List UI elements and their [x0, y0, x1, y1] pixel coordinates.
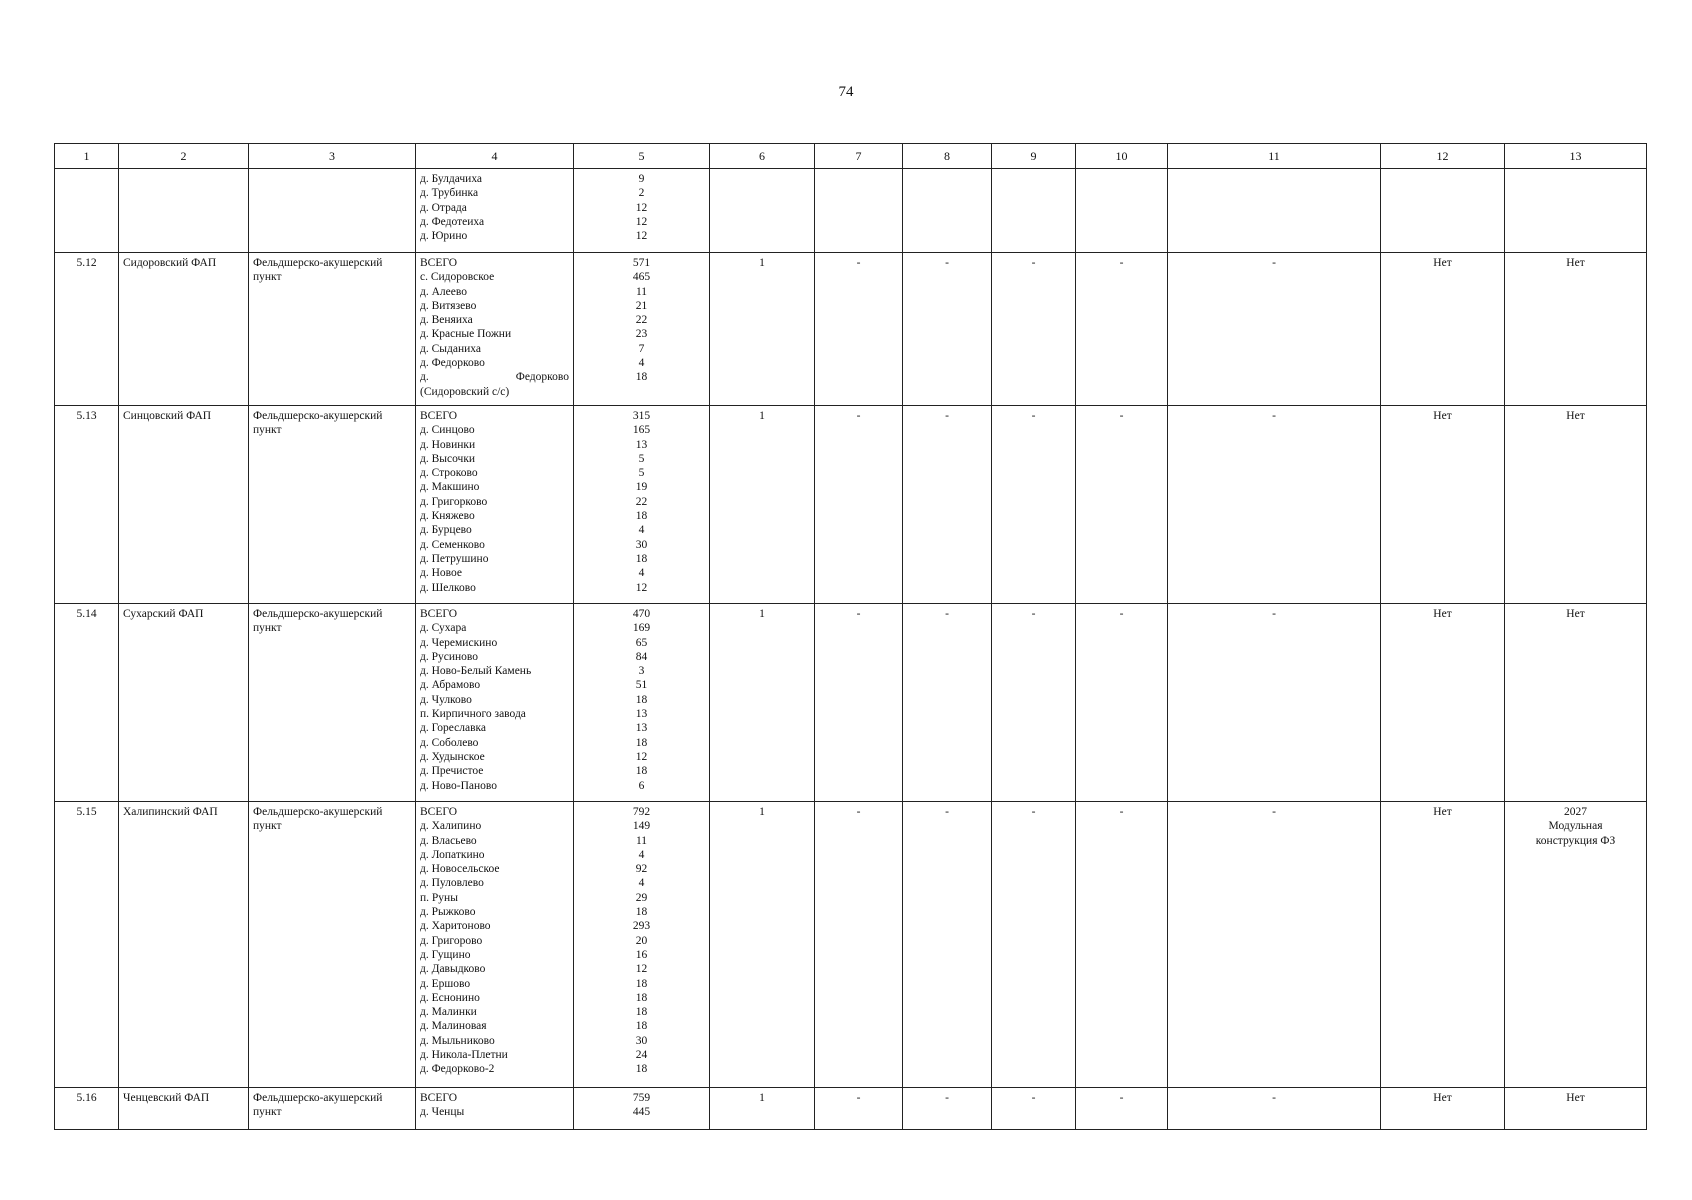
settlement-prefix: д.: [420, 371, 429, 384]
settlement-population: 2: [638, 187, 645, 200]
settlement-name: д. Красные Пожни: [420, 328, 512, 341]
settlement-name: с. Сидоровское: [420, 271, 495, 284]
column-6-cell: [710, 604, 815, 802]
column-12-cell: [1381, 169, 1505, 253]
settlement-name: ВСЕГО: [420, 1092, 458, 1104]
settlement-population: 3: [638, 665, 645, 678]
settlement-name: п. Руны: [420, 891, 458, 904]
settlement-population: 18: [635, 906, 648, 919]
settlement-population: 169: [632, 622, 651, 635]
settlement-name: д. Харитоново: [420, 920, 491, 933]
settlement-population: 13: [635, 438, 648, 451]
settlement-population: 12: [635, 230, 648, 243]
column-13-cell: [1505, 169, 1647, 253]
settlement-name: д. Ченцы: [420, 1106, 465, 1119]
facility-type: Фельдшерско-акушерский пункт: [253, 257, 383, 284]
column-12-cell: [1381, 1088, 1505, 1130]
settlement-name: д. Витязево: [420, 299, 477, 312]
settlement-population: 84: [635, 650, 648, 663]
settlement-population: 4: [638, 877, 645, 890]
settlement-name: д. Григорово: [420, 934, 483, 947]
settlement-name: д. Новинки: [420, 438, 476, 451]
settlement-name: д. Княжево: [420, 510, 475, 523]
facility-type: Фельдшерско-акушерский пункт: [253, 608, 383, 635]
column-8-value: -: [945, 1092, 949, 1104]
column-11-value: -: [1272, 410, 1276, 422]
column-6-cell: [710, 802, 815, 1088]
column-8-cell: [903, 1088, 992, 1130]
facility-name: Халипинский ФАП: [123, 806, 218, 818]
row-number: 5.16: [76, 1092, 97, 1104]
settlement-name: д. Семенково: [420, 538, 485, 551]
settlement-population: 445: [632, 1106, 651, 1119]
row-number-cell: [55, 604, 119, 802]
column-header-4: 4: [416, 144, 574, 169]
facility-type-cell: [249, 253, 416, 406]
settlement-population: 149: [632, 820, 651, 833]
column-6-value: 1: [759, 1092, 765, 1104]
settlement-name: д. Гущино: [420, 948, 471, 961]
facility-name-cell: [119, 1088, 249, 1130]
settlement-population: 12: [635, 201, 648, 214]
settlement-name-part: (Сидоровский с/с): [420, 385, 510, 398]
column-13-cell: [1505, 802, 1647, 1088]
settlement-name: д. Гореславка: [420, 722, 487, 735]
column-header-7: 7: [815, 144, 903, 169]
column-header-1: 1: [55, 144, 119, 169]
column-10-cell: [1076, 169, 1168, 253]
column-number-row: [55, 144, 1647, 169]
column-8-value: -: [945, 806, 949, 818]
settlement-population: 18: [635, 1006, 648, 1019]
column-9-value: -: [1031, 608, 1036, 620]
settlement-population: 24: [635, 1049, 648, 1062]
settlement-name: д. Федорково: [420, 357, 485, 370]
settlement-population: 18: [635, 371, 648, 384]
settlement-population: 20: [635, 934, 648, 947]
column-10-value: -: [1119, 608, 1124, 620]
settlement-name: д. Новое: [420, 567, 463, 580]
settlement-name-split: [420, 370, 569, 384]
column-8-value: -: [945, 608, 949, 620]
settlement-name: д. Чулково: [420, 693, 472, 706]
settlement-name: д. Ново-Белый Камень: [420, 665, 532, 678]
settlement-name: д. Рыжково: [420, 906, 476, 919]
population-cell: [574, 604, 710, 802]
column-12-value: Нет: [1433, 608, 1452, 620]
facility-type-cell: [249, 1088, 416, 1130]
column-9-cell: [992, 169, 1076, 253]
settlement-population: 12: [635, 215, 648, 228]
settlement-population: 465: [632, 271, 651, 284]
column-6-value: 1: [759, 806, 765, 818]
facility-type-cell: [249, 604, 416, 802]
column-13-cell: [1505, 1088, 1647, 1130]
settlement-population: 12: [635, 581, 648, 594]
facility-name: Сидоровский ФАП: [123, 257, 217, 269]
column-11-value: -: [1272, 608, 1276, 620]
row-number: 5.13: [76, 410, 97, 422]
settlement-population: 92: [635, 863, 648, 876]
row-number-cell: [55, 253, 119, 406]
column-header-3: 3: [249, 144, 416, 169]
settlement-population: 12: [635, 963, 648, 976]
settlement-name: д. Давыдково: [420, 963, 486, 976]
population-cell: [574, 802, 710, 1088]
settlement-name: д. Никола-Плетни: [420, 1049, 508, 1062]
settlement-population: 18: [635, 510, 648, 523]
column-9-cell: [992, 1088, 1076, 1130]
column-11-cell: [1168, 169, 1381, 253]
settlement-population: 19: [635, 481, 648, 494]
settlement-name: д. Малиновая: [420, 1020, 487, 1033]
column-header-10: 10: [1076, 144, 1168, 169]
column-6-value: 1: [759, 257, 765, 269]
column-7-cell: [815, 802, 903, 1088]
settlement-population: 18: [635, 765, 648, 778]
column-12-cell: [1381, 604, 1505, 802]
column-7-cell: [815, 169, 903, 253]
settlement-name: д. Русиново: [420, 650, 479, 663]
population-cell: [574, 169, 710, 253]
column-6-cell: [710, 406, 815, 604]
settlements-cell: [416, 169, 574, 253]
column-7-cell: [815, 604, 903, 802]
column-6-value: 1: [759, 608, 765, 620]
settlement-population: 13: [635, 722, 648, 735]
settlement-name: д. Петрушино: [420, 552, 489, 565]
settlement-population: 18: [635, 693, 648, 706]
settlement-population: 4: [638, 567, 645, 580]
settlement-name: д. Малинки: [420, 1006, 477, 1019]
settlement-population: 18: [635, 552, 648, 565]
column-8-value: -: [945, 410, 949, 422]
column-13-cell: [1505, 604, 1647, 802]
column-7-value: -: [856, 608, 861, 620]
column-6-cell: [710, 169, 815, 253]
settlement-population: 18: [635, 977, 648, 990]
settlement-population: 11: [635, 834, 648, 847]
row-number-cell: [55, 406, 119, 604]
column-6-cell: [710, 1088, 815, 1130]
column-7-value: -: [856, 410, 861, 422]
settlement-name: ВСЕГО: [420, 257, 458, 269]
column-10-value: -: [1119, 257, 1124, 269]
facility-name-cell: [119, 169, 249, 253]
column-header-6: 6: [710, 144, 815, 169]
column-13-value-line: Модульная: [1548, 820, 1603, 833]
settlements-cell: [416, 253, 574, 406]
column-9-cell: [992, 406, 1076, 604]
column-9-cell: [992, 604, 1076, 802]
settlement-population: 18: [635, 1063, 648, 1076]
column-8-cell: [903, 802, 992, 1088]
column-11-value: -: [1272, 806, 1276, 818]
column-12-value: Нет: [1433, 257, 1452, 269]
facility-type-cell: [249, 406, 416, 604]
settlement-name: д. Лопаткино: [420, 848, 485, 861]
settlement-population: 21: [635, 299, 648, 312]
column-9-value: -: [1031, 410, 1036, 422]
settlement-name: д. Бурцево: [420, 524, 472, 537]
column-13-value-line: 2027: [1564, 806, 1587, 818]
column-header-8: 8: [903, 144, 992, 169]
table-row: [55, 169, 1647, 253]
column-11-value: -: [1272, 257, 1276, 269]
settlement-name: д. Шелково: [420, 581, 476, 594]
settlement-name: д. Макшино: [420, 481, 480, 494]
row-number-cell: [55, 1088, 119, 1130]
column-12-cell: [1381, 406, 1505, 604]
settlement-name: ВСЕГО: [420, 608, 458, 620]
column-12-cell: [1381, 253, 1505, 406]
column-9-value: -: [1031, 1092, 1036, 1104]
column-7-cell: [815, 406, 903, 604]
settlement-name: ВСЕГО: [420, 806, 458, 818]
settlement-population: 5: [638, 452, 645, 465]
table-row: [55, 406, 1647, 604]
row-number-cell: [55, 802, 119, 1088]
population-cell: [574, 253, 710, 406]
column-7-cell: [815, 253, 903, 406]
column-11-cell: [1168, 802, 1381, 1088]
column-10-cell: [1076, 1088, 1168, 1130]
settlement-population: 51: [635, 679, 648, 692]
column-8-cell: [903, 169, 992, 253]
settlement-name: д. Юрино: [420, 230, 468, 243]
settlement-population: 18: [635, 991, 648, 1004]
settlement-name: д. Алеево: [420, 285, 467, 298]
table-row: [55, 253, 1647, 406]
settlement-name: д. Ершово: [420, 977, 471, 990]
settlement-population: 5: [638, 467, 645, 480]
column-12-cell: [1381, 802, 1505, 1088]
facility-type: Фельдшерско-акушерский пункт: [253, 806, 383, 833]
settlement-population: 11: [635, 285, 648, 298]
column-13-cell: [1505, 406, 1647, 604]
population-cell: [574, 406, 710, 604]
column-10-cell: [1076, 802, 1168, 1088]
settlement-name: д. Власьево: [420, 834, 477, 847]
settlement-population: 30: [635, 538, 648, 551]
column-10-value: -: [1119, 1092, 1124, 1104]
column-header-11: 11: [1168, 144, 1381, 169]
settlement-name: ВСЕГО: [420, 410, 458, 422]
column-6-cell: [710, 253, 815, 406]
table-row: [55, 802, 1647, 1088]
column-8-value: -: [945, 257, 949, 269]
settlement-population: 30: [635, 1034, 648, 1047]
settlement-population: 165: [632, 424, 651, 437]
settlement-name-part: Федорково: [515, 371, 569, 384]
settlement-name: д. Федотеиха: [420, 215, 485, 228]
facility-type: Фельдшерско-акушерский пункт: [253, 1092, 383, 1119]
column-13-value: Нет: [1566, 410, 1585, 422]
facility-name-cell: [119, 802, 249, 1088]
column-7-value: -: [856, 1092, 861, 1104]
settlement-population: 315: [632, 410, 651, 422]
settlement-name: д. Трубинка: [420, 187, 479, 200]
row-number: 5.14: [76, 608, 97, 620]
column-10-value: -: [1119, 410, 1124, 422]
settlement-name: д. Соболево: [420, 736, 479, 749]
settlement-population: 16: [635, 948, 648, 961]
column-13-value-line: конструкция ФЗ: [1535, 834, 1616, 847]
row-number: 5.12: [76, 257, 97, 269]
column-7-cell: [815, 1088, 903, 1130]
settlement-population: 4: [638, 524, 645, 537]
column-header-12: 12: [1381, 144, 1505, 169]
settlements-cell: [416, 802, 574, 1088]
settlement-name: д. Еснонино: [420, 991, 480, 1004]
settlement-name: д. Отрада: [420, 201, 467, 214]
settlement-population: 571: [632, 257, 651, 269]
settlement-name: д. Пуловлево: [420, 877, 484, 890]
column-10-cell: [1076, 604, 1168, 802]
column-12-value: Нет: [1433, 410, 1452, 422]
column-8-cell: [903, 406, 992, 604]
settlement-name: д. Абрамово: [420, 679, 481, 692]
settlement-population: 4: [638, 357, 645, 370]
settlement-name: д. Булдачиха: [420, 173, 483, 185]
column-9-cell: [992, 253, 1076, 406]
column-8-cell: [903, 253, 992, 406]
settlement-name: д. Худынское: [420, 750, 485, 763]
facility-name-cell: [119, 253, 249, 406]
column-10-value: -: [1119, 806, 1124, 818]
column-8-cell: [903, 604, 992, 802]
settlement-population: 470: [632, 608, 651, 620]
settlement-name: д. Григорково: [420, 495, 488, 508]
settlement-name: д. Федорково-2: [420, 1063, 495, 1076]
settlement-name: д. Сыданиха: [420, 342, 481, 355]
column-11-value: -: [1272, 1092, 1276, 1104]
settlement-population: 18: [635, 1020, 648, 1033]
facility-name-cell: [119, 604, 249, 802]
settlement-name: д. Высочки: [420, 452, 476, 465]
settlements-cell: [416, 604, 574, 802]
column-11-cell: [1168, 406, 1381, 604]
column-13-cell: [1505, 253, 1647, 406]
settlement-population: 6: [638, 779, 645, 792]
settlement-population: 9: [638, 173, 645, 185]
column-7-value: -: [856, 806, 861, 818]
table-row: [55, 1088, 1647, 1130]
settlement-population: 4: [638, 848, 645, 861]
facility-type: Фельдшерско-акушерский пункт: [253, 410, 383, 437]
column-7-value: -: [856, 257, 861, 269]
population-cell: [574, 1088, 710, 1130]
settlements-cell: [416, 1088, 574, 1130]
row-number: 5.15: [76, 806, 97, 818]
settlement-population: 293: [632, 920, 651, 933]
table-row: [55, 604, 1647, 802]
settlement-population: 22: [635, 314, 648, 327]
settlement-name: д. Халипино: [420, 820, 482, 833]
row-number-cell: [55, 169, 119, 253]
column-12-value: Нет: [1433, 806, 1452, 818]
settlement-population: 792: [632, 806, 651, 818]
settlement-population: 65: [635, 636, 648, 649]
column-12-value: Нет: [1433, 1092, 1452, 1104]
column-9-value: -: [1031, 806, 1036, 818]
column-header-9: 9: [992, 144, 1076, 169]
settlement-population: 29: [635, 891, 648, 904]
column-9-cell: [992, 802, 1076, 1088]
column-6-value: 1: [759, 410, 765, 422]
settlement-name: д. Мыльниково: [420, 1034, 495, 1047]
settlement-name: п. Кирпичного завода: [420, 708, 526, 721]
column-header-13: 13: [1505, 144, 1647, 169]
settlement-name: д. Веняиха: [420, 314, 473, 327]
settlement-name: д. Черемискино: [420, 636, 498, 649]
column-10-cell: [1076, 253, 1168, 406]
facility-name: Ченцевский ФАП: [123, 1092, 210, 1104]
settlement-name: д. Строково: [420, 467, 478, 480]
settlement-population: 12: [635, 750, 648, 763]
column-10-cell: [1076, 406, 1168, 604]
settlement-name: д. Пречистое: [420, 765, 484, 778]
settlements-cell: [416, 406, 574, 604]
column-11-cell: [1168, 604, 1381, 802]
settlement-name: д. Сухара: [420, 622, 467, 635]
column-9-value: -: [1031, 257, 1036, 269]
column-11-cell: [1168, 1088, 1381, 1130]
settlement-name: д. Ново-Паново: [420, 779, 498, 792]
settlement-population: 23: [635, 328, 648, 341]
column-11-cell: [1168, 253, 1381, 406]
facility-type-cell: [249, 802, 416, 1088]
settlement-name: д. Синцово: [420, 424, 475, 437]
facility-type-cell: [249, 169, 416, 253]
settlement-population: 759: [632, 1092, 651, 1104]
settlement-population: 18: [635, 736, 648, 749]
settlement-population: 22: [635, 495, 648, 508]
facilities-table: [54, 143, 1647, 1130]
column-13-value: Нет: [1566, 1092, 1585, 1104]
page-number: 74: [838, 84, 854, 100]
facility-name: Синцовский ФАП: [123, 410, 212, 422]
column-13-value: Нет: [1566, 608, 1585, 620]
facility-name: Сухарский ФАП: [123, 608, 204, 620]
facility-name-cell: [119, 406, 249, 604]
column-13-value: Нет: [1566, 257, 1585, 269]
settlement-population: 7: [638, 342, 645, 355]
column-header-2: 2: [119, 144, 249, 169]
settlement-population: 13: [635, 708, 648, 721]
column-header-5: 5: [574, 144, 710, 169]
settlement-name: д. Новосельское: [420, 863, 500, 876]
